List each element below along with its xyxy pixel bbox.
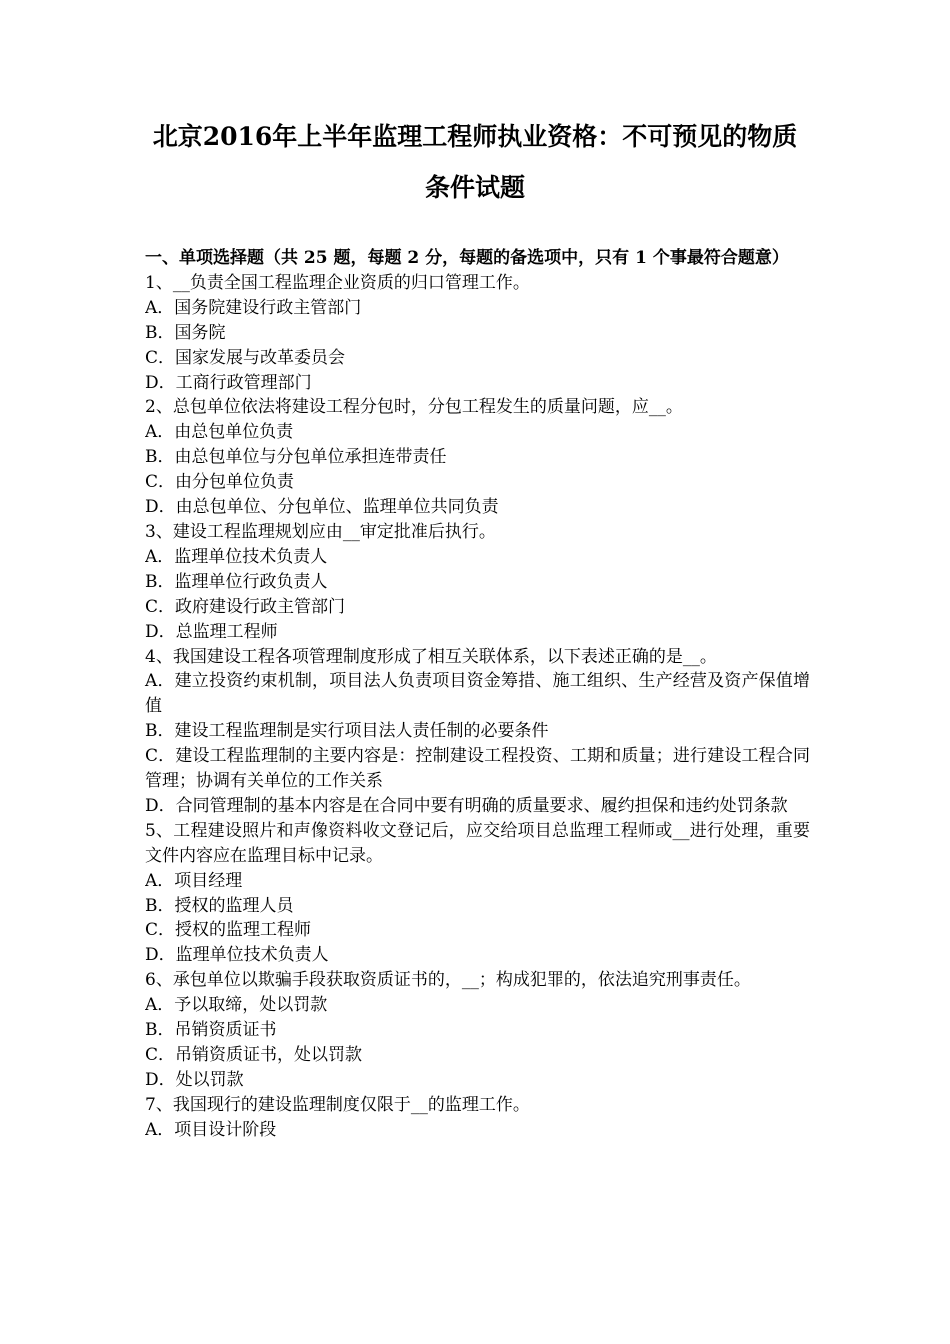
question-option: B．国务院 — [145, 322, 226, 343]
question-stem: 2、总包单位依法将建设工程分包时，分包工程发生的质量问题，应__。 — [145, 397, 683, 418]
question-option: B．吊销资质证书 — [145, 1020, 277, 1041]
question-option: C．建设工程监理制的主要内容是：控制建设工程投资、工期和质量；进行建设工程合同管理；协调有关单位的工作关系 — [145, 746, 810, 792]
question-stem: 4、我国建设工程各项管理制度形成了相互关联体系，以下表述正确的是__。 — [145, 646, 717, 667]
question-3 — [145, 520, 810, 645]
question-stem: 5、工程建设照片和声像资料收文登记后，应交给项目总监理工程师或__进行处理，重要文件内容应在监理目标中记录。 — [145, 820, 810, 866]
section-heading: 一、单项选择题（共 25 题，每题 2 分，每题的备选项中，只有 1 个事最符合题意） — [145, 248, 789, 268]
question-2 — [145, 395, 810, 520]
question-option: A．予以取缔，处以罚款 — [145, 995, 328, 1016]
question-option: D．处以罚款 — [145, 1069, 244, 1090]
question-stem: 7、我国现行的建设监理制度仅限于__的监理工作。 — [145, 1094, 530, 1115]
document-body — [145, 246, 810, 1143]
question-option: A．监理单位技术负责人 — [145, 546, 328, 567]
document-title-line-2: 条件试题 — [424, 173, 525, 202]
question-option: C．由分包单位负责 — [145, 472, 295, 493]
question-option: C．国家发展与改革委员会 — [145, 347, 346, 368]
question-option: D．由总包单位、分包单位、监理单位共同负责 — [145, 497, 499, 518]
question-option: D．工商行政管理部门 — [145, 372, 312, 393]
question-1 — [145, 271, 810, 396]
question-option: B．监理单位行政负责人 — [145, 571, 328, 592]
question-7 — [145, 1093, 810, 1143]
question-option: B．由总包单位与分包单位承担连带责任 — [145, 447, 447, 468]
document-title-line-1: 北京2016年上半年监理工程师执业资格：不可预见的物质 — [152, 122, 798, 151]
question-stem: 3、建设工程监理规划应由__审定批准后执行。 — [145, 521, 496, 542]
question-option: C．吊销资质证书，处以罚款 — [145, 1045, 363, 1065]
question-5 — [145, 819, 810, 968]
question-option: B．建设工程监理制是实行项目法人责任制的必要条件 — [145, 721, 549, 742]
question-option: A．项目经理 — [145, 870, 243, 891]
question-option: A．由总包单位负责 — [145, 422, 294, 443]
question-option: B．授权的监理人员 — [145, 895, 294, 916]
question-option: A．国务院建设行政主管部门 — [145, 297, 362, 318]
question-option: C．政府建设行政主管部门 — [145, 596, 346, 617]
question-stem: 1、__负责全国工程监理企业资质的归口管理工作。 — [145, 272, 530, 293]
question-option: C．授权的监理工程师 — [145, 920, 312, 941]
question-option: A．建立投资约束机制，项目法人负责项目资金筹措、施工组织、生产经营及资产保值增值 — [145, 671, 810, 717]
question-option: D．监理单位技术负责人 — [145, 945, 329, 966]
question-stem: 6、承包单位以欺骗手段获取资质证书的，__；构成犯罪的，依法追究刑事责任。 — [145, 970, 751, 991]
question-option: D．合同管理制的基本内容是在合同中要有明确的质量要求、履约担保和违约处罚条款 — [145, 795, 788, 816]
question-option: D．总监理工程师 — [145, 621, 278, 642]
question-6 — [145, 968, 810, 1093]
question-4 — [145, 645, 810, 819]
question-option: A．项目设计阶段 — [145, 1119, 277, 1140]
